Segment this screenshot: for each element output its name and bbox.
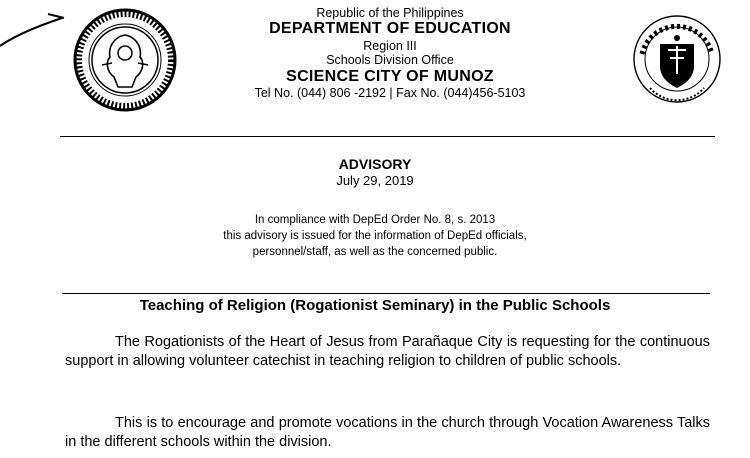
header-divider xyxy=(60,136,715,137)
letterhead xyxy=(200,6,580,100)
advisory-date: July 29, 2019 xyxy=(336,173,414,188)
advisory-block xyxy=(0,156,750,188)
kagawaran-ng-edukasyon-seal-logo xyxy=(632,8,722,110)
region-line: Region III xyxy=(363,38,417,53)
schools-division-seal-logo xyxy=(72,7,178,113)
compliance-note xyxy=(0,212,750,260)
compliance-line-2: this advisory is issued for the information of DepEd officials, xyxy=(223,230,527,243)
city-name: SCIENCE CITY OF MUNOZ xyxy=(286,67,494,85)
pen-stroke-mark xyxy=(0,12,70,48)
body-paragraph-1 xyxy=(65,333,710,371)
office-line: Schools Division Office xyxy=(326,53,454,68)
contact-line: Tel No. (044) 806 -2192 | Fax No. (044)456-5103 xyxy=(254,85,526,100)
republic-line: Republic of the Philippines xyxy=(316,6,464,20)
department-name: DEPARTMENT OF EDUCATION xyxy=(269,20,511,38)
body-paragraph-2 xyxy=(65,414,710,452)
advisory-title: ADVISORY xyxy=(338,156,412,172)
body-paragraph-1-text: The Rogationists of the Heart of Jesus from Parañaque City is requesting for the continuous support in allowing volunteer catechist in teaching religion to children of public schools. xyxy=(65,334,710,370)
subject-divider xyxy=(62,293,710,294)
compliance-line-1: In compliance with DepEd Order No. 8, s. 2013 xyxy=(254,214,496,226)
compliance-line-3: personnel/staff, as well as the concerned public. xyxy=(252,246,498,259)
subject-title: Teaching of Religion (Rogationist Seminary) in the Public Schools xyxy=(139,297,611,314)
body-paragraph-2-text: This is to encourage and promote vocations in the church through Vocation Awareness Talks in the different schools within the division. xyxy=(65,415,710,451)
